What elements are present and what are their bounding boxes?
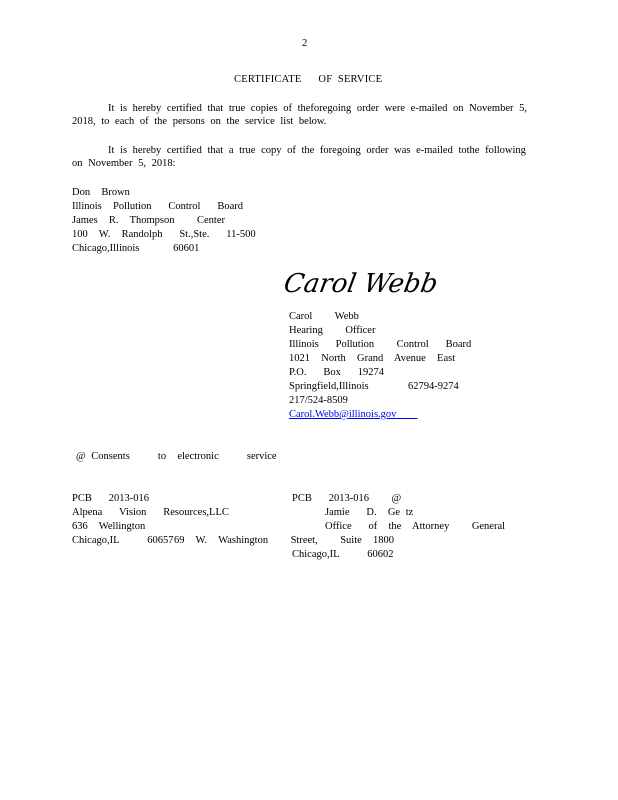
service-left-line: 636 Wellington (72, 521, 146, 532)
signer-line: Carol Webb (289, 311, 359, 322)
signer-line: Hearing Officer (289, 325, 376, 336)
svg-text:Carol Webb: Carol Webb (281, 269, 441, 299)
consent-note: @ Consents to electronic service (76, 451, 277, 462)
service-left-line: PCB 2013-016 (72, 493, 149, 504)
service-left-line: Alpena Vision Resources,LLC (72, 507, 229, 518)
recipient-line: 100 W. Randolph St.,Ste. 11-500 (72, 229, 256, 240)
signer-email-link[interactable] (289, 408, 417, 421)
service-left-line: Chicago,IL 60657 (72, 535, 174, 546)
recipient-line: Chicago,Illinois 60601 (72, 243, 200, 254)
recipient-line: Don Brown (72, 187, 130, 198)
document-title: CERTIFICATE OF SERVICE (234, 74, 383, 85)
service-right-line: Jamie D. Ge tz (325, 507, 414, 518)
signer-line: P.O. Box 19274 (289, 367, 385, 378)
service-right-city: Chicago,IL 60602 (292, 549, 394, 560)
recipient-line: Illinois Pollution Control Board (72, 201, 244, 212)
signer-line: 217/524-8509 (289, 395, 348, 406)
service-right-header: PCB 2013-016 @ (292, 493, 402, 504)
service-right-street: 69 W. Washington Street, Suite 1800 (174, 535, 395, 546)
service-right-line: Office of the Attorney General (325, 521, 506, 532)
certification-paragraph-1: It is hereby certified that true copies of theforegoing order were e-mailed on November 5, 2018, to each of the persons on the service list below. (72, 103, 527, 127)
handwritten-signature (281, 262, 441, 302)
signer-line: 1021 North Grand Avenue East (289, 353, 456, 364)
recipient-line: James R. Thompson Center (72, 215, 226, 226)
signer-line: Springfield,Illinois 62794-9274 (289, 381, 459, 392)
page-number: 2 (302, 38, 308, 49)
signer-email-text[interactable]: Carol.Webb@illinois.gov (289, 409, 397, 420)
certification-paragraph-2: It is hereby certified that a true copy of the foregoing order was e-mailed tothe following on November 5, 2018: (72, 145, 526, 169)
signer-line: Illinois Pollution Control Board (289, 339, 472, 350)
